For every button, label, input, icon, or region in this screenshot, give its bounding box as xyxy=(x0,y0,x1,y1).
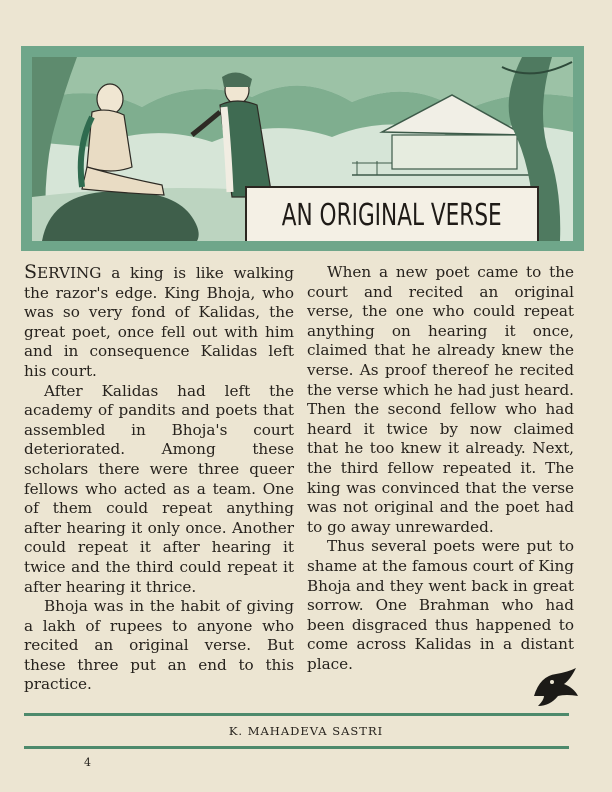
header-banner xyxy=(21,46,584,251)
paragraph: Thus several poets were put to shame at the famous court of King Bhoja and they went back in great sorrow. One Brahman who had been disgraced thus happened to come across Kalidas in a distant place. xyxy=(307,537,574,673)
paragraph: Bhoja was in the habit of giving a lakh of rupees to anyone who recited an original verse. But these three put an end to this practice. xyxy=(24,597,294,694)
header-illustration xyxy=(32,57,573,241)
drop-cap: S xyxy=(24,261,38,283)
title-box xyxy=(245,186,539,241)
paragraph: After Kalidas had left the academy of pandits and poets that assembled in Bhoja's court deteriorated. Among these scholars there were three queer fellows who acted as a team. One of them could repeat anything after hearing it only once. Another could repeat it after hearing it twice and the third could repeat it after hearing it thrice. xyxy=(24,381,294,596)
footer-rule-top xyxy=(24,713,569,716)
ink-bird-ornament-icon xyxy=(530,666,580,710)
paragraph-text: a king is like walking the razor's edge. King Bhoja, who was so very fond of Kalidas, the great poet, once fell out with him and in consequence Kalidas left his court. xyxy=(24,264,294,380)
page-number: 4 xyxy=(84,756,91,769)
paragraph xyxy=(24,263,294,382)
right-column xyxy=(307,263,574,674)
lead-word: ERVING xyxy=(37,264,102,282)
author-credit: K. MAHADEVA SASTRI xyxy=(228,724,384,738)
paragraph: When a new poet came to the court and recited an original verse, the one who could repeat anything on hearing it once, claimed that he already knew the verse. As proof thereof he recited the verse which he had just heard. Then the second fellow who had heard it twice by now claimed that he too knew it already. Next, the third fellow repeated it. The king was convinced that the verse was not original and the poet had to go away unrewarded. xyxy=(307,263,574,536)
left-column xyxy=(24,263,294,695)
footer-rule-bottom xyxy=(24,746,569,749)
page-title: AN ORIGINAL VERSE xyxy=(282,198,502,233)
